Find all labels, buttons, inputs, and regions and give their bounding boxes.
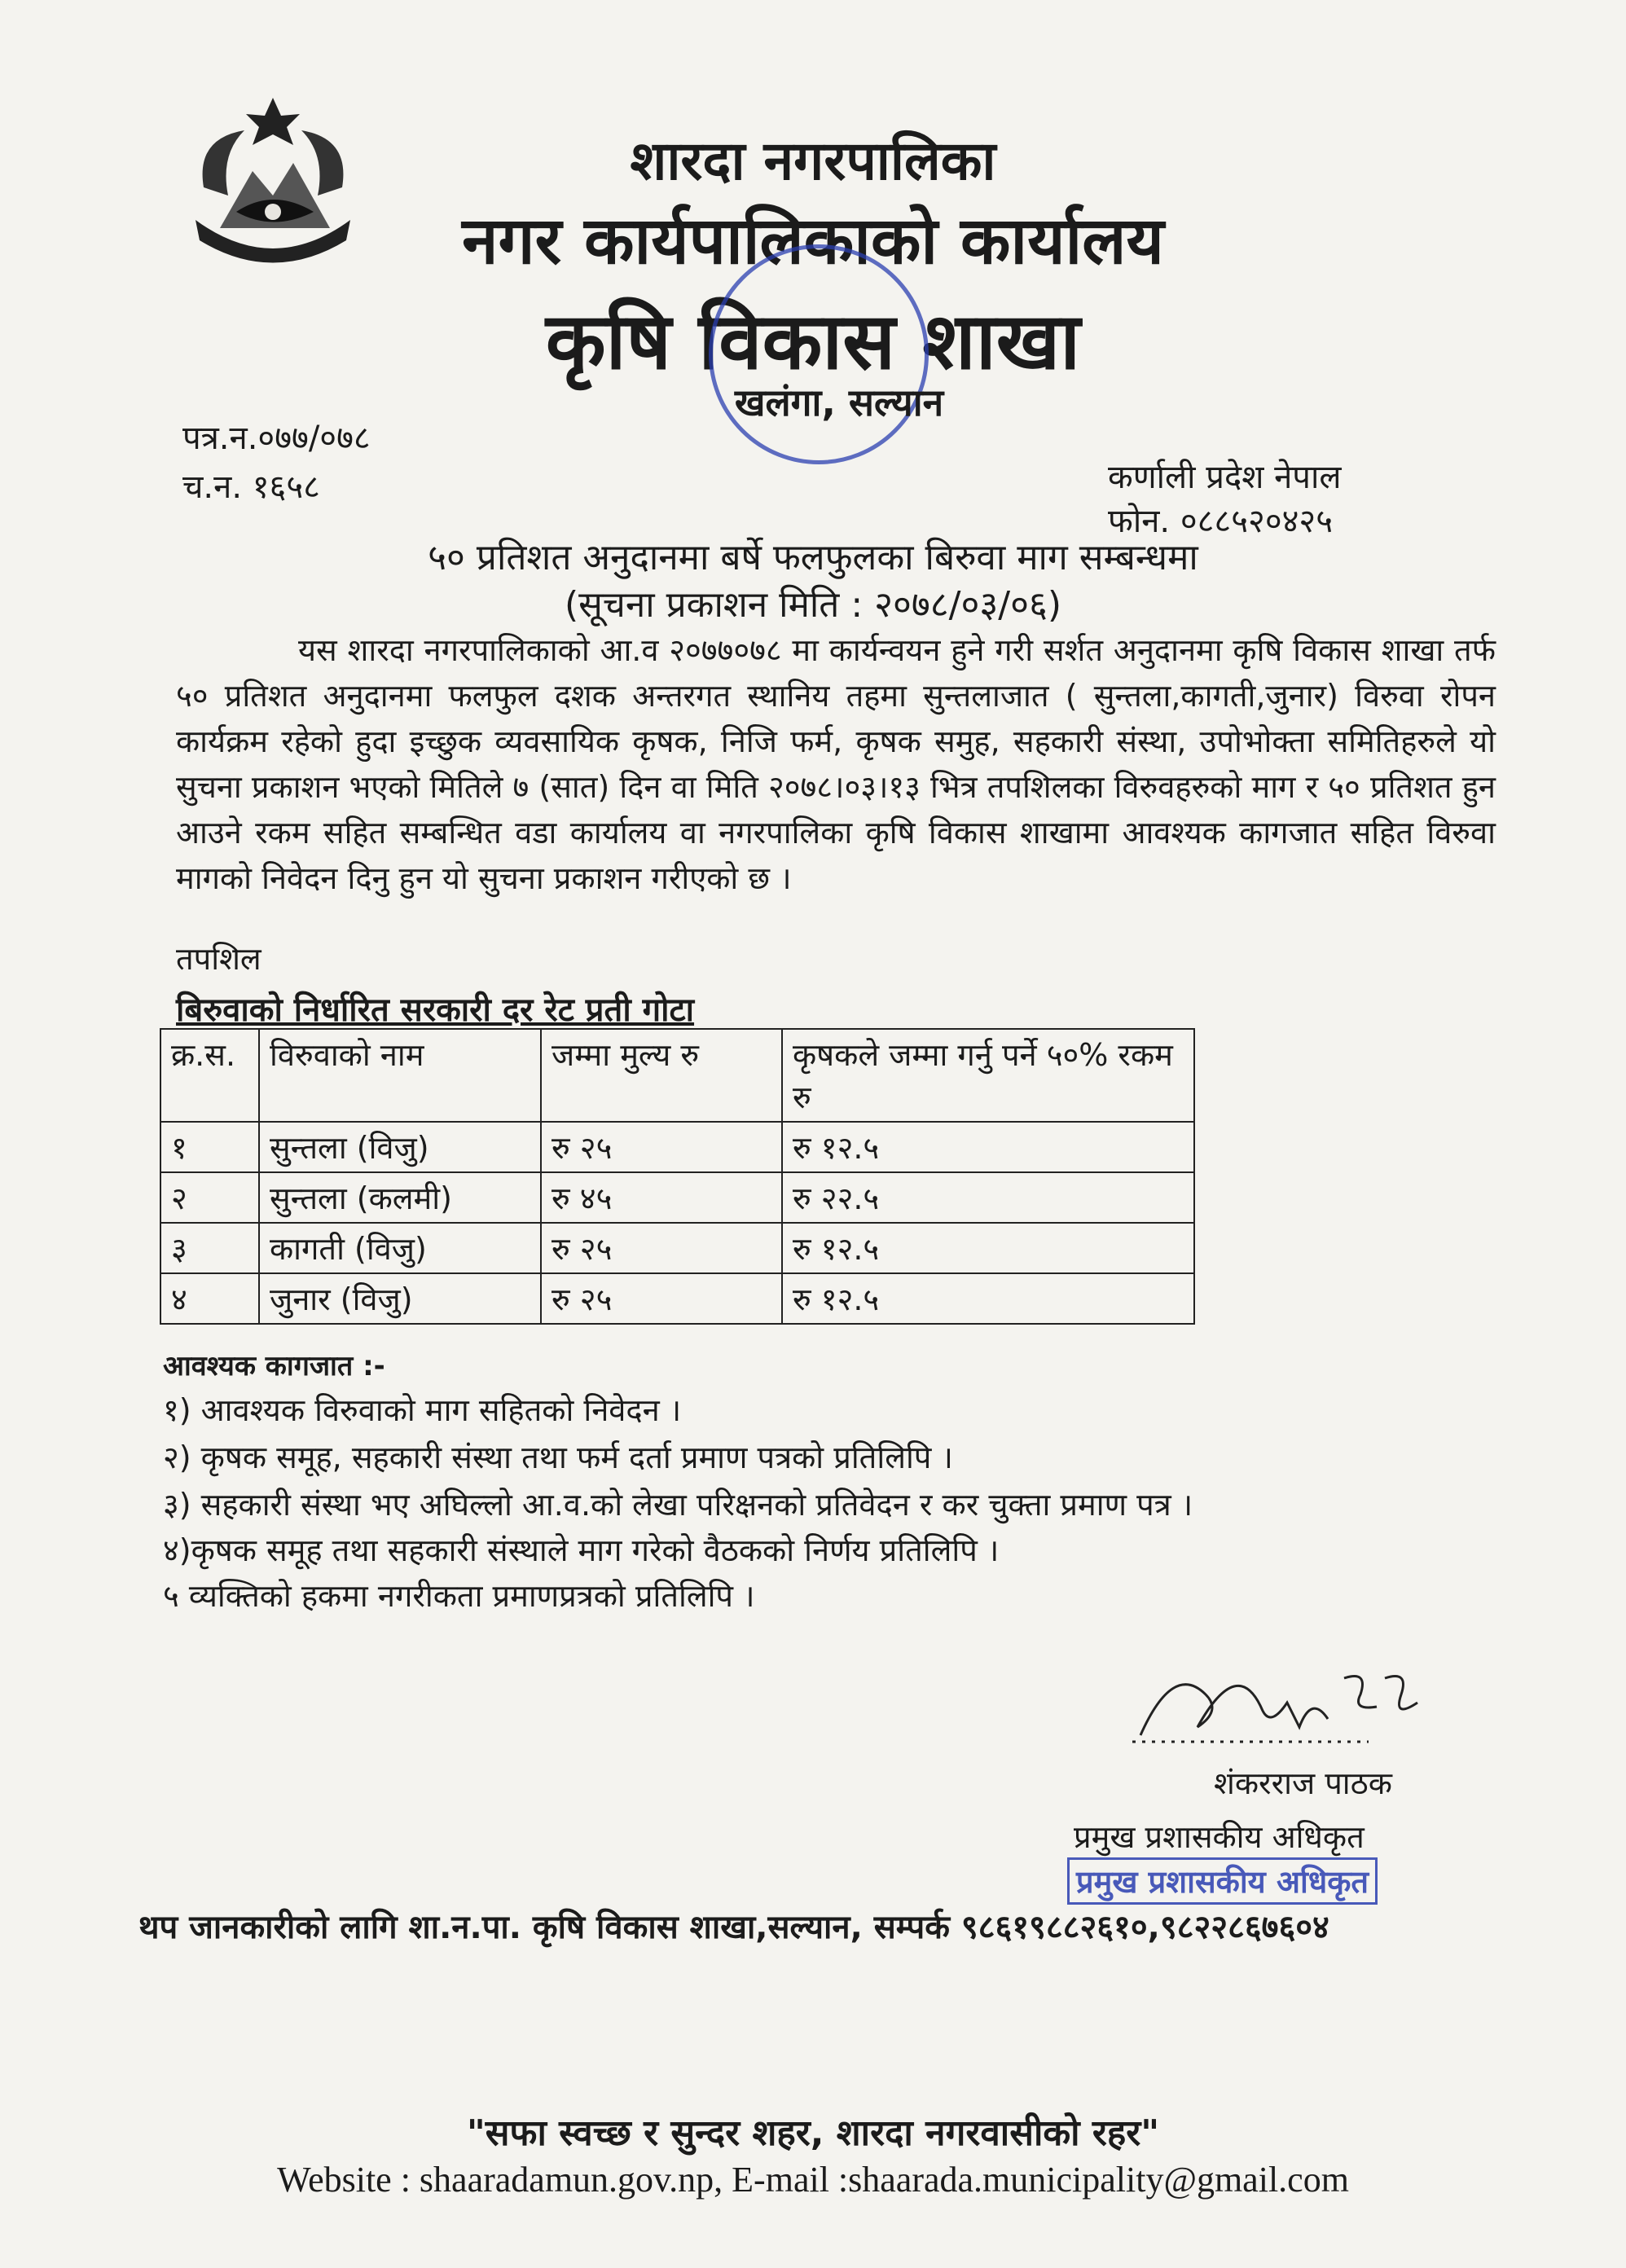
list-item: १) आवश्यक विरुवाको माग सहितको निवेदन । (163, 1392, 682, 1428)
branch-name: कृषि विकास शाखा (545, 296, 1081, 387)
table-cell: रु १२.५ (782, 1122, 1194, 1172)
required-documents-title: आवश्यक कागजात :- (163, 1350, 385, 1382)
tapshil-label: तपशिल (176, 941, 261, 977)
province-name: कर्णाली प्रदेश नेपाल (1108, 459, 1342, 496)
office-name: नगर कार्यपालिकाको कार्यालय (462, 203, 1164, 279)
round-office-stamp-icon (709, 244, 929, 464)
column-header-farmer-share: कृषकले जम्मा गर्नु पर्ने ५०% रकम रु (782, 1029, 1194, 1122)
column-header-sn: क्र.स. (160, 1029, 259, 1122)
table-cell: जुनार (विजु) (259, 1273, 541, 1324)
subject-title: ५० प्रतिशत अनुदानमा बर्षे फलफुलका बिरुवा माग सम्बन्धमा (428, 537, 1198, 578)
municipality-name: शारदा नगरपालिका (630, 130, 996, 192)
rate-table-caption: बिरुवाको निर्धारित सरकारी दर रेट प्रती गोटा (176, 991, 695, 1029)
table-cell: रु २५ (541, 1273, 782, 1324)
table-row (160, 1273, 1194, 1324)
chalani-number: च.न. १६५८ (182, 468, 320, 506)
office-location: खलंगा, सल्यान (734, 380, 944, 424)
table-cell: ३ (160, 1223, 259, 1273)
table-row (160, 1122, 1194, 1172)
table-cell: रु २२.५ (782, 1172, 1194, 1223)
rate-table (160, 1028, 1195, 1325)
patra-number: पत्र.न.०७७/०७८ (182, 420, 371, 457)
notice-body-paragraph: यस शारदा नगरपालिकाको आ.व २०७७०७८ मा कार्यन्वयन हुने गरी सर्शत अनुदानमा कृषि विकास शाखा तर्फ ५० प्रतिशत अनुदानमा फलफुल दशक अन्तरगत स्थानिय तहमा सुन्तलाजात ( सुन्तला,कागती,जुनार) विरुवा रोपन कार्यक्रम रहेको हुदा इच्छुक व्यवसायिक कृषक, निजि फर्म, कृषक समुह, सहकारी संस्था, उपोभोक्ता समितिहरुले यो सुचना प्रकाशन भएको मितिले ७ (सात) दिन वा मिति २०७८।०३।१३ भित्र तपशिलका विरुवहरुको माग र ५० प्रतिशत हुन आउने रकम सहित सम्बन्धित वडा कार्यालय वा नगरपालिका कृषि विकास शाखामा आवश्यक कागजात सहित विरुवा मागको निवेदन दिनु हुन यो सुचना प्रकाशन गरीएको छ । (176, 632, 1496, 896)
signatory-title: प्रमुख प्रशासकीय अधिकृत (1074, 1819, 1365, 1855)
table-cell: रु १२.५ (782, 1223, 1194, 1273)
table-cell: रु १२.५ (782, 1273, 1194, 1324)
list-item: ४)कृषक समूह तथा सहकारी संस्थाले माग गरेको वैठकको निर्णय प्रतिलिपि । (163, 1532, 1000, 1568)
contact-info: थप जानकारीको लागि शा.न.पा. कृषि विकास शाखा,सल्यान, सम्पर्क ९८६१९८८२६१०,९८२२८६७६०४ (138, 1909, 1329, 1946)
table-header-row (160, 1029, 1194, 1122)
table-cell: १ (160, 1122, 259, 1172)
column-header-plant-name: विरुवाको नाम (259, 1029, 541, 1122)
website-email: Website : shaaradamun.gov.np, E-mail :shaarada.municipality@gmail.com (277, 2160, 1349, 2200)
list-item: २) कृषक समूह, सहकारी संस्था तथा फर्म दर्ता प्रमाण पत्रको प्रतिलिपि । (163, 1439, 953, 1475)
table-cell: रु २५ (541, 1122, 782, 1172)
phone-number: फोन. ०८८५२०४२५ (1108, 503, 1334, 540)
signatory-name: शंकरराज पाठक (1214, 1765, 1392, 1801)
municipal-slogan: "सफा स्वच्छ र सुन्दर शहर, शारदा नगरवासीको रहर" (466, 2112, 1160, 2154)
publish-date: (सूचना प्रकाशन मिति : २०७८/०३/०६) (564, 584, 1062, 626)
table-row (160, 1223, 1194, 1273)
table-cell: कागती (विजु) (259, 1223, 541, 1273)
designation-stamp: प्रमुख प्रशासकीय अधिकृत (1067, 1857, 1378, 1905)
list-item: ३) सहकारी संस्था भए अघिल्लो आ.व.को लेखा परिक्षनको प्रतिवेदन र कर चुक्ता प्रमाण पत्र । (163, 1487, 1193, 1523)
table-cell: रु २५ (541, 1223, 782, 1273)
table-cell: सुन्तला (कलमी) (259, 1172, 541, 1223)
column-header-total-price: जम्मा मुल्य रु (541, 1029, 782, 1122)
table-row (160, 1172, 1194, 1223)
table-cell: २ (160, 1172, 259, 1223)
list-item: ५ व्यक्तिको हकमा नगरीकता प्रमाणप्रत्रको प्रतिलिपि । (163, 1578, 755, 1614)
table-cell: सुन्तला (विजु) (259, 1122, 541, 1172)
handwritten-signature-icon (1124, 1646, 1434, 1752)
table-cell: रु ४५ (541, 1172, 782, 1223)
table-cell: ४ (160, 1273, 259, 1324)
